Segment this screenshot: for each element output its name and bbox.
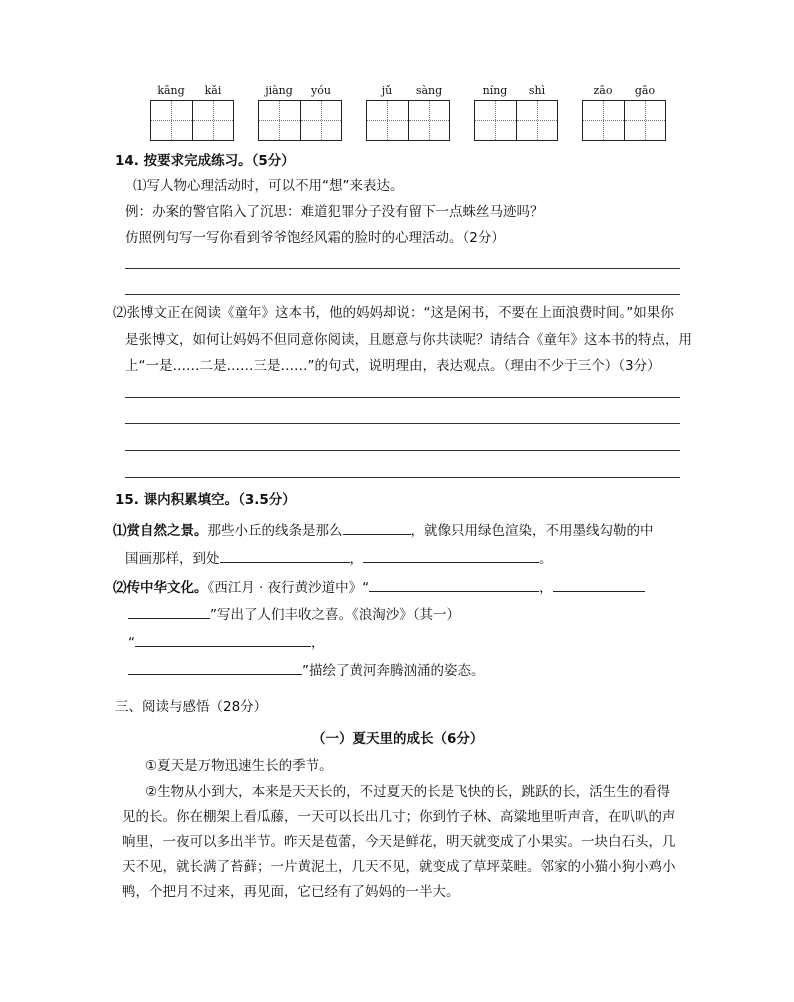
q15-part2-text: ，	[311, 635, 325, 651]
q14-part1-intro: ⑴写人物心理活动时，可以不用“想”来表达。	[133, 178, 404, 194]
pinyin-text: gāo	[634, 84, 656, 97]
pinyin-text: shì	[528, 84, 546, 97]
q14-part2-line1: ⑵张博文正在阅读《童年》这本书，他的妈妈却说：“这是闲书，不要在上面浪费时间。”如果你	[113, 305, 674, 321]
pinyin-text: jǔ	[381, 84, 393, 97]
q14-part1-example: 例：办案的警官陷入了沉思：难道犯罪分子没有留下一点蛛丝马迹吗？	[125, 204, 544, 220]
fill-blank[interactable]	[553, 577, 645, 592]
pinyin-text: yóu	[311, 84, 331, 97]
writing-grid[interactable]	[150, 100, 234, 141]
pinyin-group-3	[366, 84, 450, 142]
q15-part1-text: ，就像只用绿色渲染，不用墨线勾勒的中	[410, 523, 654, 539]
q15-part1-text: 那些小丘的线条是那么	[207, 523, 343, 539]
pinyin-group-5	[582, 84, 666, 142]
q15-part1-text: 国画那样，到处	[125, 551, 220, 567]
q15-part2-label: ⑵传中华文化。	[113, 580, 208, 596]
passage-paragraph-2-line: ②生物从小到大，本来是天天长的，不过夏天的长是飞快的长，跳跃的长，活生生的看得	[145, 784, 671, 800]
fill-blank[interactable]	[135, 632, 311, 647]
q15-part2-text: ”描绘了黄河奔腾汹涌的姿态。	[302, 663, 485, 679]
answer-line[interactable]	[125, 423, 680, 424]
pinyin-text: kāng	[157, 84, 185, 97]
writing-grid[interactable]	[474, 100, 558, 141]
q15-part1-text: ，	[349, 551, 363, 567]
pinyin-group-2	[258, 84, 342, 142]
writing-grid[interactable]	[582, 100, 666, 141]
writing-grid[interactable]	[366, 100, 450, 141]
pinyin-text: níng	[482, 84, 508, 97]
fill-blank[interactable]	[128, 604, 210, 619]
pinyin-group-4	[474, 84, 558, 142]
q15-part2-line2	[128, 604, 460, 624]
answer-line[interactable]	[125, 397, 680, 398]
q15-part2-text: ，	[539, 580, 553, 596]
q15-part2-line1	[113, 577, 645, 597]
q15-part2-text: ”写出了人们丰收之喜。《浪淘沙》（其一）	[210, 607, 460, 623]
passage-paragraph-2-line: 响里，一夜可以多出半节。昨天是苞蕾，今天是鲜花，明天就变成了小果实。一块白石头，几	[122, 834, 676, 850]
passage-paragraph-2-line: 天不见，就长满了苔藓；一片黄泥土，几天不见，就变成了草坪菜畦。邻家的小猫小狗小鸡小	[122, 859, 676, 875]
answer-line[interactable]	[125, 477, 680, 478]
q15-part2-text: 《西江月 · 夜行黄沙道中》“	[207, 580, 370, 596]
section3-heading: 三、阅读与感悟（28分）	[115, 699, 268, 715]
fill-blank[interactable]	[369, 577, 539, 592]
q15-part2-line4	[128, 660, 485, 680]
q14-part1-task: 仿照例句写一写你看到爷爷饱经风霜的脸时的心理活动。（2分）	[125, 230, 505, 246]
q15-part1-line2	[125, 548, 553, 568]
q15-part2-line3	[128, 632, 325, 652]
answer-line[interactable]	[125, 450, 680, 451]
pinyin-text: zāo	[593, 84, 613, 97]
passage-paragraph-2-line: 鸭，个把月不过来，再见面，它已经有了妈妈的一半大。	[122, 884, 460, 900]
passage-paragraph-2-line: 见的长。你在棚架上看瓜藤，一天可以长出几寸；你到竹子林、高粱地里听声音，在叭叭的声	[122, 809, 676, 825]
writing-grid[interactable]	[258, 100, 342, 141]
q15-heading: 15. 课内积累填空。（3.5分）	[115, 492, 296, 508]
pinyin-text: kǎi	[204, 84, 222, 97]
pinyin-group-1	[150, 84, 234, 142]
q14-part2-line3: 上“一是……二是……三是……”的句式，说明理由，表达观点。（理由不少于三个）（3分）	[125, 358, 661, 374]
fill-blank[interactable]	[343, 520, 411, 535]
q14-part2-line2: 是张博文，如何让妈妈不但同意你阅读，且愿意与你共读呢？请结合《童年》这本书的特点，用	[125, 332, 692, 348]
answer-line[interactable]	[125, 268, 680, 269]
fill-blank[interactable]	[128, 660, 302, 675]
pinyin-text: jiàng	[265, 84, 293, 97]
passage-paragraph-1: ①夏天是万物迅速生长的季节。	[145, 758, 333, 774]
pinyin-text: sàng	[415, 84, 443, 97]
passage-title: （一）夏天里的成长（6分）	[312, 731, 484, 747]
fill-blank[interactable]	[363, 548, 539, 563]
q14-heading: 14. 按要求完成练习。（5分）	[115, 153, 295, 169]
q15-part1-line1	[113, 520, 654, 540]
fill-blank[interactable]	[220, 548, 350, 563]
q15-part2-text: “	[128, 635, 135, 651]
answer-line[interactable]	[125, 294, 680, 295]
q15-part1-text: 。	[539, 551, 553, 567]
q15-part1-label: ⑴赏自然之景。	[113, 523, 208, 539]
